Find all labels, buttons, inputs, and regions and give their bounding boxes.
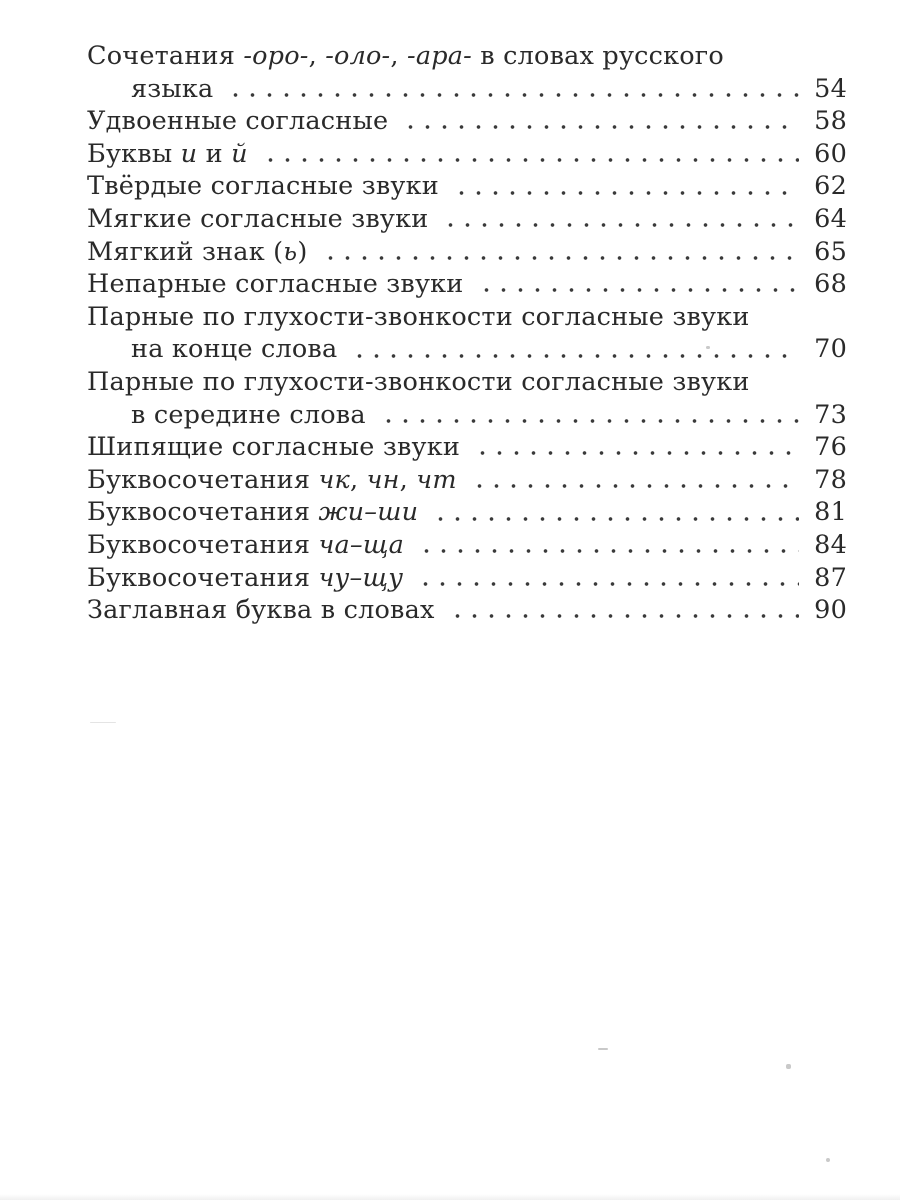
toc-entry-title-text: в словах русского: [471, 41, 724, 71]
toc-entry[interactable]: [87, 366, 847, 431]
toc-entry-title-text: Сочетания: [87, 41, 244, 71]
table-of-contents: [87, 40, 847, 627]
dot-leader: [417, 579, 799, 589]
scan-speck: [706, 346, 710, 349]
toc-entry-title: [131, 333, 337, 366]
toc-entry-page-number: 73: [814, 399, 847, 430]
toc-entry-title: [87, 203, 428, 236]
toc-entry[interactable]: [87, 170, 847, 203]
toc-entry-title-text: Буквосочетания: [87, 529, 319, 560]
toc-entry-title-text: Удвоенные согласные: [87, 106, 389, 137]
toc-entry-row: [87, 431, 847, 464]
dot-leader: [449, 611, 799, 621]
toc-entry-title: [87, 464, 457, 497]
toc-entry-title-text: в середине слова: [131, 399, 366, 430]
toc-entry-title: [131, 399, 366, 432]
toc-entry-page-number: 64: [814, 203, 847, 234]
toc-entry-title-text: Мягкий знак (: [87, 236, 284, 267]
toc-entry-title: [87, 529, 404, 562]
toc-entry[interactable]: [87, 431, 847, 464]
toc-entry-title-italic: чн: [366, 464, 400, 495]
toc-entry-title-text: Буквосочетания: [87, 497, 319, 528]
toc-entry-title-text: и: [197, 138, 232, 169]
dot-leader: [322, 253, 799, 263]
toc-entry-title: [131, 73, 213, 106]
toc-entry-title-italic: и: [180, 138, 198, 169]
scan-speck: [826, 1158, 830, 1162]
toc-entry-title-line: [87, 301, 847, 334]
toc-entry-page-number: 68: [814, 269, 847, 300]
toc-entry-row: [87, 138, 847, 171]
toc-entry-title: [87, 594, 435, 627]
toc-entry-row: [87, 464, 847, 497]
toc-entry[interactable]: [87, 105, 847, 138]
toc-entry-title-italic: ча–ща: [318, 529, 405, 560]
toc-entry-title-italic: чк: [318, 464, 350, 495]
toc-entry-page-number: 58: [814, 106, 847, 137]
scan-speck: [598, 1048, 608, 1050]
toc-entry-title-text: Буквы: [87, 138, 181, 169]
toc-entry-row: [87, 594, 847, 627]
toc-entry-title: [87, 105, 388, 138]
toc-entry[interactable]: [87, 138, 847, 171]
toc-entry-title-italic: ь: [283, 236, 298, 267]
toc-entry-row: [87, 399, 847, 432]
toc-entry-page-number: 70: [814, 334, 847, 365]
toc-entry-title-text: ,: [390, 41, 408, 71]
toc-entry-title-italic: чу–щу: [318, 562, 404, 593]
toc-entry-title-text: ,: [349, 464, 367, 495]
toc-entry-title: [87, 496, 418, 529]
toc-entry-row: [87, 496, 847, 529]
toc-entry-row: [87, 170, 847, 203]
toc-entry[interactable]: [87, 236, 847, 269]
dot-leader: [453, 188, 799, 198]
toc-entry[interactable]: [87, 496, 847, 529]
page-edge: [0, 1194, 900, 1200]
toc-entry-title: [87, 236, 308, 269]
toc-entry-row: [87, 203, 847, 236]
dot-leader: [442, 220, 799, 230]
toc-entry-row: [87, 529, 847, 562]
toc-entry-title-line: [87, 366, 847, 399]
toc-entry-title-text: Буквосочетания: [87, 562, 319, 593]
scan-speck: [786, 1064, 791, 1069]
toc-entry-title-line: [87, 40, 847, 73]
dot-leader: [402, 122, 799, 132]
toc-entry[interactable]: [87, 268, 847, 301]
toc-entry-page-number: 60: [814, 138, 847, 169]
toc-entry-title-text: Непарные согласные звуки: [87, 269, 464, 300]
toc-entry-title: [87, 268, 464, 301]
toc-entry-page-number: 84: [814, 529, 847, 560]
toc-entry-title-text: языка: [131, 73, 214, 104]
toc-entry-row: [87, 333, 847, 366]
toc-entry-row: [87, 105, 847, 138]
toc-entry-title-italic: -оло-: [325, 41, 391, 71]
toc-entry-title-italic: жи–ши: [318, 497, 419, 528]
toc-entry-page-number: 65: [814, 236, 847, 267]
toc-entry-title-italic: -оро-: [243, 41, 309, 71]
toc-entry[interactable]: [87, 464, 847, 497]
toc-entry-title: [87, 431, 460, 464]
toc-entry-title-text: Мягкие согласные звуки: [87, 203, 429, 234]
toc-entry-title-italic: й: [231, 138, 248, 169]
toc-entry[interactable]: [87, 594, 847, 627]
toc-entry-page-number: 87: [814, 562, 847, 593]
toc-entry-title-text: на конце слова: [131, 334, 338, 365]
dot-leader: [471, 481, 799, 491]
toc-entry-title: [87, 138, 248, 171]
toc-entry[interactable]: [87, 529, 847, 562]
toc-entry-title-text: ,: [308, 41, 326, 71]
dot-leader: [351, 351, 799, 361]
toc-entry-title-text: Заглавная буква в словах: [87, 595, 435, 626]
toc-entry-title-text: Твёрдые согласные звуки: [87, 171, 439, 202]
dot-leader: [227, 90, 799, 100]
toc-entry[interactable]: [87, 562, 847, 595]
toc-entry-title: [87, 562, 403, 595]
dot-leader: [432, 514, 799, 524]
toc-entry-title-text: ): [297, 236, 308, 267]
toc-entry-title: [87, 170, 439, 203]
toc-entry-title-italic: -ара-: [407, 41, 472, 71]
toc-entry-row: [87, 562, 847, 595]
toc-entry-page-number: 76: [814, 432, 847, 463]
toc-entry-title-italic: чт: [416, 464, 457, 495]
toc-entry-page-number: 62: [814, 171, 847, 202]
toc-entry[interactable]: [87, 301, 847, 366]
dot-leader: [474, 448, 799, 458]
toc-entry-row: [87, 73, 847, 106]
scan-speck: [90, 722, 116, 723]
toc-entry-title-text: Шипящие согласные звуки: [87, 432, 461, 463]
toc-entry[interactable]: [87, 203, 847, 236]
toc-entry-page-number: 90: [814, 595, 847, 626]
toc-entry-title-text: Буквосочетания: [87, 464, 319, 495]
toc-entry-row: [87, 236, 847, 269]
toc-entry-page-number: 78: [814, 464, 847, 495]
toc-entry-row: [87, 268, 847, 301]
toc-entry[interactable]: [87, 40, 847, 105]
dot-leader: [418, 546, 799, 556]
toc-entry-title-text: Парные по глухости-звонкости согласные звуки: [87, 301, 750, 332]
dot-leader: [380, 416, 799, 426]
toc-entry-title-text: ,: [399, 464, 417, 495]
dot-leader: [262, 155, 799, 165]
toc-entry-title-text: Парные по глухости-звонкости согласные звуки: [87, 366, 750, 397]
toc-entry-page-number: 54: [814, 73, 847, 104]
toc-entry-page-number: 81: [814, 497, 847, 528]
dot-leader: [478, 285, 799, 295]
